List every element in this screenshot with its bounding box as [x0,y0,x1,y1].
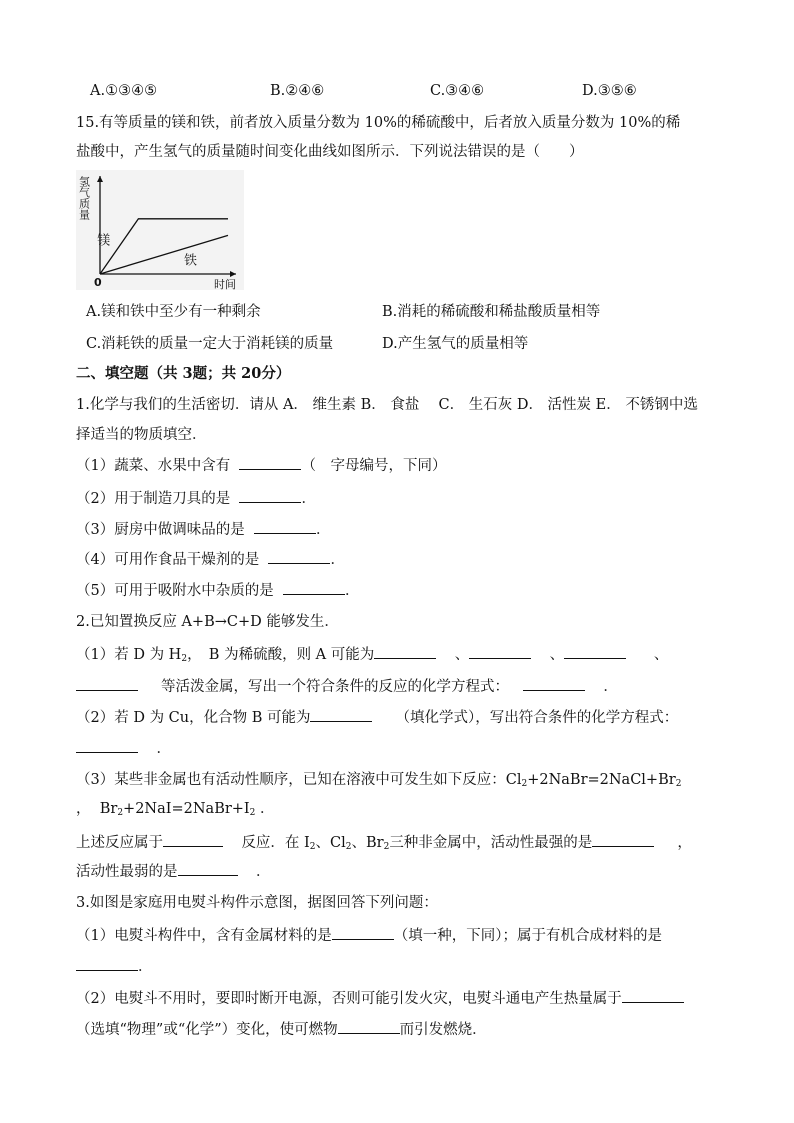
q1-sub1-tail: （ 字母编号，下同） [301,458,447,474]
q3-blank-c[interactable] [622,988,684,1003]
q2-p4b: 反应．在 I [241,835,310,851]
q2-p5: 活动性最弱的是 [76,864,178,880]
q3-p2a: （2）电熨斗不用时，要即时断开电源，否则可能引发火灾，电熨斗通电产生热量属于 [76,991,622,1007]
q2-blank-a3[interactable] [564,644,626,659]
q1-sub4-period: ． [330,552,345,568]
q2-p4a: 上述反应属于 [76,835,163,851]
q3-p1-period: ． [138,959,153,975]
q2-blank-d[interactable] [592,832,654,847]
q3-p3b: 而引发燃烧． [399,1022,487,1038]
q14-option-c: C.③④⑥ [430,83,485,99]
y-axis-label: 氢气质量 [77,176,91,220]
hydrogen-mass-chart [76,170,244,290]
q1-sub5-text: （5）可用于吸附水中杂质的是 [76,583,274,599]
q3-blank-a[interactable] [332,925,394,940]
q2-p2b: （填化学式），写出符合条件的化学方程式： [395,710,679,726]
q1-blank4[interactable] [268,549,330,564]
q1-sub1 [76,455,446,476]
q2-p2a: （2）若 D 为 Cu，化合物 B 可能为 [76,710,311,726]
q2-part4-line1 [76,832,692,853]
q2-blank-a4[interactable] [76,676,138,691]
q2-p4d: 、Br [351,835,384,851]
q15-option-c: C.消耗铁的质量一定大于消耗镁的质量 [86,336,334,352]
x-axis-arrow [230,271,236,277]
q3-p3a: （选填“物理”或“化学”）变化，使可燃物 [76,1022,338,1038]
x-axis-label: 时间 [214,278,236,290]
q3-p1a: （1）电熨斗构件中，含有金属材料的是 [76,928,332,944]
q1-sub4 [76,549,345,570]
q2-blank-c[interactable] [163,832,223,847]
q1-sub5 [76,580,359,601]
q3-blank-d[interactable] [338,1019,400,1034]
q1-stem-line1: 1.化学与我们的生活密切．请从 A． 维生素 B． 食盐 C． 生石灰 D． 活性炭 E． 不锈钢中选 [76,397,698,413]
q3-part1-line2 [76,956,153,977]
q2-p3b-sub: 2 [675,779,682,789]
q2-p5-period: ． [255,864,271,880]
q2-sep2: 、 [549,647,565,663]
q1-sub2-text: （2）用于制造刀具的是 [76,491,231,507]
q14-option-b: B.②④⑥ [270,83,325,99]
q3-p1b: （填一种，下同）；属于有机合成材料的是 [393,928,662,944]
q2-part3-line2 [76,799,275,819]
q2-part1-line2 [76,676,618,697]
series-line-0 [100,219,228,274]
q1-sub1-text: （1）蔬菜、水果中含有 [76,458,231,474]
y-axis-arrow [97,176,103,182]
q15-stem-line2: 盐酸中，产生氢气的质量随时间变化曲线如图所示．下列说法错误的是（ ） [76,144,584,160]
q3-part2-line2 [76,1019,487,1040]
q2-stem: 2.已知置换反应 A+B→C+D 能够发生． [76,614,339,630]
q15-option-b: B.消耗的稀硫酸和稀盐酸质量相等 [382,304,601,320]
q2-p4d-sub: 2 [383,842,390,852]
series-label-1: 铁 [184,253,198,269]
q1-blank5[interactable] [283,580,345,595]
q2-part4-line2 [76,861,270,882]
q15-option-a: A.镁和铁中至少有一种剩余 [86,304,261,320]
q1-sub3-period: ． [315,522,331,538]
q1-sub2-period: ． [301,491,316,507]
q2-p3e: +2NaI=2NaBr+I [123,801,250,817]
q2-p3a: （3）某些非金属也有活动性顺序，已知在溶液中可发生如下反应：Cl [76,772,522,788]
q2-sep3: 、 [653,647,669,663]
q2-p4f: ， [677,835,692,851]
q2-p3f: ． [260,801,275,817]
q2-p3b: +2NaBr=2NaCl+Br [527,772,676,788]
q1-blank1[interactable] [239,455,301,470]
q14-option-a: A.①③④⑤ [90,83,158,99]
series-label-0: 镁 [97,233,111,249]
q14-option-d: D.③⑤⑥ [582,83,637,99]
q1-stem-line2: 择适当的物质填空． [76,427,207,443]
q15-option-d: D.产生氢气的质量相等 [382,336,529,352]
q1-sub2 [76,488,316,509]
q2-part2-line2 [76,738,171,759]
q1-blank2[interactable] [239,488,301,503]
q2-p2-period: ． [156,741,171,757]
q1-sub4-text: （4）可用作食品干燥剂的是 [76,552,260,568]
q2-p1b: ， B 为稀硫酸，则 A 可能为 [187,647,375,663]
q3-part2-line1 [76,988,684,1009]
q3-stem: 3.如图是家庭用电熨斗构件示意图，据图回答下列问题： [76,895,438,911]
q2-p4b-sub: 2 [309,842,316,852]
q2-blank-eq1[interactable] [523,676,585,691]
q3-blank-b[interactable] [76,956,138,971]
q2-sep1: 、 [454,647,470,663]
q2-p1c: 等活泼金属，写出一个符合条件的反应的化学方程式： [161,679,510,695]
q1-blank3[interactable] [254,519,316,534]
q2-part1-line1 [76,644,668,665]
q1-sub3-text: （3）厨房中做调味品的是 [76,522,245,538]
q2-p4c-sub: 2 [345,842,352,852]
q2-p4e: 三种非金属中，活动性最强的是 [389,835,593,851]
q2-p4c: 、Cl [315,835,346,851]
q2-blank-a1[interactable] [374,644,436,659]
section-2-title: 二、填空题（共 3题；共 20分） [76,365,291,382]
q1-sub5-period: ． [344,583,360,599]
q15-stem-line1: 15.有等质量的镁和铁，前者放入质量分数为 10%的稀硫酸中，后者放入质量分数为 10%的稀 [76,115,681,131]
q2-blank-b[interactable] [310,707,372,722]
q2-blank-e[interactable] [178,861,238,876]
origin-label: 0 [94,276,102,289]
q3-part1-line1 [76,925,662,946]
q2-p1-period: ． [603,679,618,695]
q2-p1a: （1）若 D 为 H [76,647,182,663]
q2-p1a-sub: 2 [181,654,188,664]
q2-p3a-sub: 2 [521,779,528,789]
q2-blank-eq2[interactable] [76,738,138,753]
chart-svg [76,170,244,290]
series-line-1 [100,235,228,274]
q2-part3-line1 [76,770,681,790]
q2-p3e-sub: 2 [249,808,256,818]
q2-p3d-sub: 2 [117,808,124,818]
q2-blank-a2[interactable] [469,644,531,659]
q2-p3d: Br [99,801,118,817]
q2-part2-line1 [76,707,678,728]
q2-p3c-comma: ， [76,801,91,817]
q1-sub3 [76,519,330,540]
